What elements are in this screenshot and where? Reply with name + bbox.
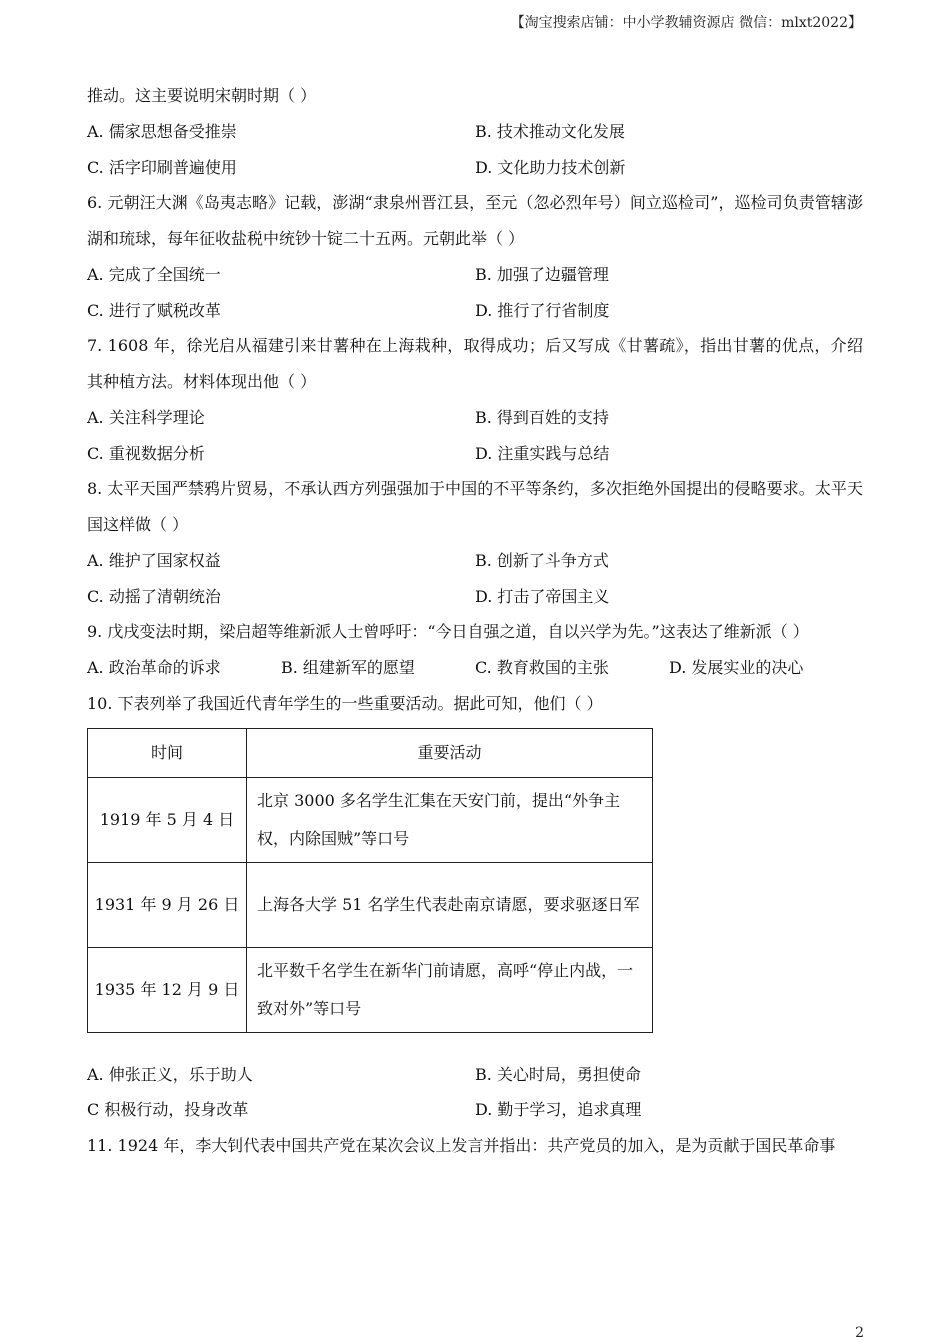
- q11-stem: 11. 1924 年，李大钊代表中国共产党在某次会议上发言并指出：共产党员的加入，是为贡献于国民革命事: [87, 1135, 836, 1155]
- q8-stem: 8. 太平天国严禁鸦片贸易，不承认西方列强强加于中国的不平等条约，多次拒绝外国提出的侵略要求。太平天国这样做（ ）: [87, 479, 863, 534]
- q5-option-a[interactable]: A. 儒家思想备受推崇: [87, 122, 237, 141]
- q8-options-row2: [87, 579, 863, 615]
- q5-options-row1: [87, 114, 863, 150]
- q9-stem: 9. 戊戌变法时期，梁启超等维新派人士曾呼吁：“今日自强之道，自以兴学为先。”这表达了维新派（ ）: [87, 622, 809, 641]
- q10-table: [87, 728, 653, 1033]
- table-cell-activity: 北京 3000 多名学生汇集在天安门前，提出“外争主权，内除国贼”等口号: [247, 777, 653, 862]
- q7-option-b[interactable]: B. 得到百姓的支持: [475, 408, 609, 427]
- table-cell-activity: 北平数千名学生在新华门前请愿，高呼“停止内战，一致对外”等口号: [247, 947, 653, 1032]
- q5-option-b[interactable]: B. 技术推动文化发展: [475, 122, 625, 141]
- q8-options-row1: [87, 543, 863, 579]
- q5-stem: 推动。这主要说明宋朝时期（ ）: [87, 86, 317, 105]
- q6-stem: 6. 元朝汪大渊《岛夷志略》记载，澎湖“隶泉州晋江县，至元（忽必烈年号）间立巡检司”，巡检司负责管辖澎湖和琉球，每年征收盐税中统钞十锭二十五两。元朝此举（ ）: [87, 193, 863, 248]
- q6-option-c[interactable]: C. 进行了赋税改革: [87, 300, 221, 320]
- q10-options-row2: [87, 1092, 863, 1128]
- table-cell-time: 1919 年 5 月 4 日: [88, 777, 247, 862]
- q5-option-c[interactable]: C. 活字印刷普遍使用: [87, 157, 237, 177]
- table-row: [88, 947, 653, 1032]
- q10-option-c[interactable]: C 积极行动，投身改革: [87, 1100, 249, 1119]
- table-row: [88, 777, 653, 862]
- q9-option-a[interactable]: A. 政治革命的诉求: [87, 658, 221, 677]
- q6-option-d[interactable]: D. 推行了行省制度: [475, 300, 610, 320]
- q6-options-row1: [87, 257, 863, 293]
- q9-option-c[interactable]: C. 教育救国的主张: [475, 658, 609, 677]
- table-header-activity: 重要活动: [247, 728, 653, 777]
- q6-option-a[interactable]: A. 完成了全国统一: [87, 265, 221, 284]
- q7-options-row2: [87, 436, 863, 472]
- q10-option-b[interactable]: B. 关心时局，勇担使命: [475, 1064, 641, 1084]
- table-cell-activity: 上海各大学 51 名学生代表赴南京请愿，要求驱逐日军: [247, 862, 653, 947]
- page-number: 2: [855, 1325, 864, 1341]
- table-cell-time: 1935 年 12 月 9 日: [88, 947, 247, 1032]
- table-header-time: 时间: [88, 728, 247, 777]
- q10-option-d[interactable]: D. 勤于学习，追求真理: [475, 1100, 642, 1119]
- q10-stem: 10. 下表列举了我国近代青年学生的一些重要活动。据此可知，他们（ ）: [87, 693, 603, 713]
- q10-options-row1: [87, 1057, 863, 1093]
- table-cell-time: 1931 年 9 月 26 日: [88, 862, 247, 947]
- page-header: 【淘宝搜索店铺：中小学教辅资源店 微信：mlxt2022】: [510, 15, 862, 31]
- q8-option-a[interactable]: A. 维护了国家权益: [87, 551, 221, 570]
- q9-options-row: [87, 650, 863, 686]
- q6-option-b[interactable]: B. 加强了边疆管理: [475, 265, 609, 284]
- q10-option-a[interactable]: A. 伸张正义，乐于助人: [87, 1064, 253, 1084]
- table-row: [88, 862, 653, 947]
- q9-option-b[interactable]: B. 组建新军的愿望: [281, 658, 415, 677]
- q8-option-c[interactable]: C. 动摇了清朝统治: [87, 586, 221, 606]
- q7-option-d[interactable]: D. 注重实践与总结: [475, 443, 610, 463]
- q7-stem: 7. 1608 年，徐光启从福建引来甘薯种在上海栽种，取得成功；后又写成《甘薯疏》，指出甘薯的优点，介绍其种植方法。材料体现出他（ ）: [87, 336, 863, 391]
- q8-option-d[interactable]: D. 打击了帝国主义: [475, 586, 610, 606]
- q7-option-c[interactable]: C. 重视数据分析: [87, 443, 205, 463]
- table-header-row: [88, 728, 653, 777]
- q8-option-b[interactable]: B. 创新了斗争方式: [475, 551, 609, 570]
- q9-option-d[interactable]: D. 发展实业的决心: [669, 658, 804, 677]
- question-content: [87, 78, 863, 1164]
- q7-option-a[interactable]: A. 关注科学理论: [87, 408, 205, 427]
- q5-options-row2: [87, 150, 863, 186]
- q6-options-row2: [87, 293, 863, 329]
- q7-options-row1: [87, 400, 863, 436]
- q5-option-d[interactable]: D. 文化助力技术创新: [475, 157, 626, 177]
